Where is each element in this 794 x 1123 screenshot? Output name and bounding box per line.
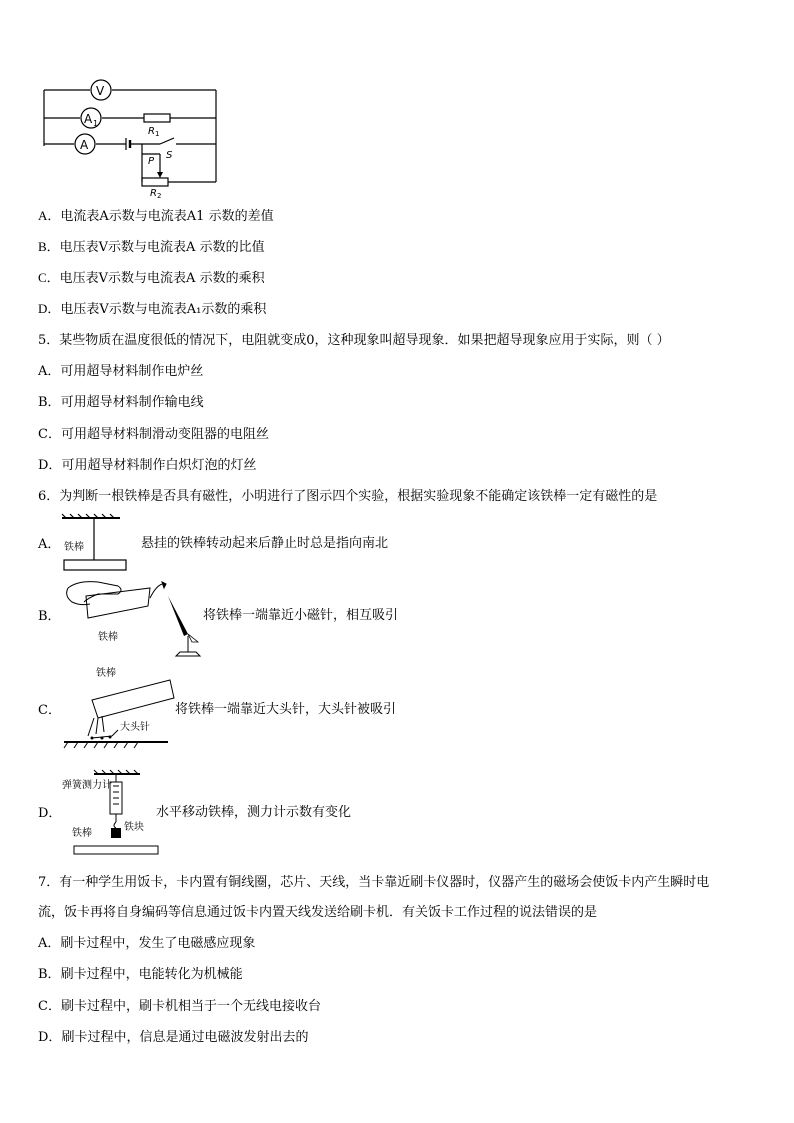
r1-sub: 1	[155, 130, 160, 138]
iron-bar-label: 铁棒	[72, 828, 92, 839]
option-text: 可用超导材料制作输电线	[60, 395, 204, 410]
iron-block-label: 铁块	[124, 822, 144, 833]
q7-option-d	[38, 1030, 308, 1046]
r2-sub: 2	[157, 192, 162, 200]
option-text: 可用超导材料制作电炉丝	[60, 364, 204, 379]
option-letter: D．	[38, 301, 61, 316]
circuit-diagram	[38, 78, 223, 200]
option-letter: B．	[38, 239, 60, 254]
q7-stem-line1: 7．有一种学生用饭卡，卡内置有铜线圈，芯片、天线，当卡靠近刷卡仪器时，仪器产生的磁场会使饭卡内产生瞬时电	[38, 875, 710, 890]
q4-option-d	[38, 301, 266, 318]
option-text: 刷卡过程中，电能转化为机械能	[60, 967, 243, 982]
option-letter: A．	[38, 364, 61, 379]
ammeter1-label: A	[84, 112, 93, 126]
q7-option-b	[38, 967, 243, 983]
q5-stem: 5．某些物质在温度很低的情况下，电阻就变成0，这种现象叫超导现象．如果把超导现象应用于实际，则（ ）	[38, 333, 670, 348]
q6-option-a-letter: A．	[38, 537, 61, 552]
option-letter: C．	[38, 427, 61, 442]
option-letter: B．	[38, 967, 61, 982]
q5-option-a	[38, 364, 203, 380]
option-text: 可用超导材料制作白炽灯泡的灯丝	[61, 458, 257, 473]
option-letter: A．	[38, 208, 61, 223]
q6-option-d-letter: D．	[38, 806, 62, 821]
spring-scale-label: 弹簧测力计	[62, 780, 112, 791]
q6-option-d-text: 水平移动铁棒，测力计示数有变化	[156, 805, 352, 820]
r1-label: R	[148, 126, 155, 137]
p-label: P	[148, 156, 155, 167]
option-text: 电压表V示数与电流表A₁示数的乘积	[60, 302, 267, 317]
r2-label: R	[150, 188, 157, 199]
spring-scale-figure	[58, 768, 158, 862]
option-text: 刷卡过程中，刷卡机相当于一个无线电接收台	[60, 999, 321, 1014]
option-letter: A．	[38, 936, 61, 951]
option-letter: B．	[38, 395, 61, 410]
option-letter: C．	[38, 999, 61, 1014]
q5-option-d	[38, 458, 256, 474]
q4-option-c	[38, 270, 265, 287]
iron-bar-label: 铁棒	[64, 542, 84, 553]
q6-option-c-text: 将铁棒一端靠近大头针，大头针被吸引	[175, 702, 397, 717]
s-label: S	[166, 150, 173, 161]
q7-option-c	[38, 999, 321, 1015]
option-letter: D．	[38, 1030, 62, 1045]
q6-option-b-text: 将铁棒一端靠近小磁针，相互吸引	[203, 608, 399, 623]
option-text: 电流表A示数与电流表A1 示数的差值	[60, 209, 274, 224]
pins-label: 大头针	[120, 722, 150, 733]
option-text: 电压表V示数与电流表A 示数的比值	[59, 240, 265, 255]
bar-pins-figure	[58, 664, 178, 750]
q5-option-b	[38, 395, 204, 411]
q5-option-c	[38, 427, 269, 443]
q7-option-a	[38, 936, 255, 952]
option-text: 电压表V示数与电流表A 示数的乘积	[59, 271, 265, 286]
iron-bar-label: 铁棒	[96, 668, 116, 679]
q6-option-c-letter: C．	[38, 703, 61, 718]
voltmeter-label: V	[96, 84, 105, 98]
q6-option-b-letter: B．	[38, 609, 61, 624]
q6-stem: 6．为判断一根铁棒是否具有磁性，小明进行了图示四个实验，根据实验现象不能确定该铁棒一定有磁性的是	[38, 489, 658, 504]
option-text: 可用超导材料制滑动变阻器的电阻丝	[60, 427, 269, 442]
q6-option-a-text: 悬挂的铁棒转动起来后静止时总是指向南北	[141, 536, 389, 551]
option-letter: C．	[38, 270, 60, 285]
q7-stem-line2: 流，饭卡再将自身编码等信息通过饭卡内置天线发送给刷卡机．有关饭卡工作过程的说法错误的是	[38, 905, 598, 920]
option-text: 刷卡过程中，信息是通过电磁波发射出去的	[61, 1030, 309, 1045]
option-text: 刷卡过程中，发生了电磁感应现象	[60, 936, 256, 951]
q4-option-a	[38, 208, 274, 225]
ammeter1-sub: 1	[93, 119, 99, 128]
hanging-iron-bar-figure	[58, 512, 138, 574]
option-letter: D．	[38, 458, 62, 473]
hand-bar-needle-figure	[58, 576, 203, 662]
q4-option-b	[38, 239, 265, 256]
iron-bar-label: 铁棒	[98, 632, 118, 643]
ammeter-label: A	[80, 138, 89, 152]
